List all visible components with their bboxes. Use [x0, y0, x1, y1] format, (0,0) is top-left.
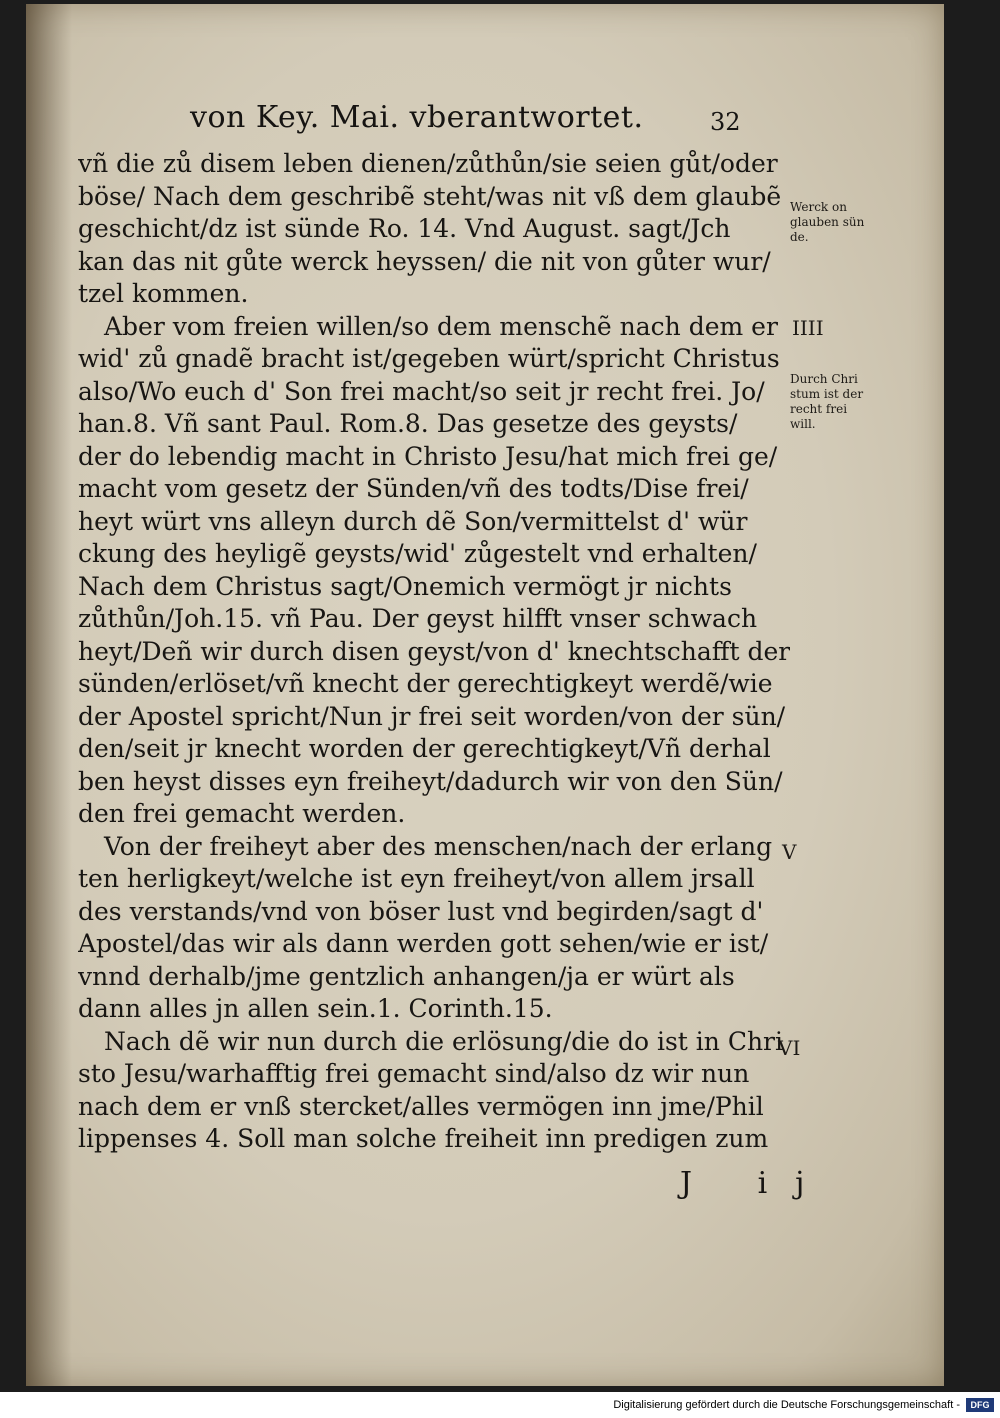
section-numeral-iiii: IIII	[792, 316, 824, 340]
footer-credit: Digitalisierung gefördert durch die Deutsche Forschungsgemeinschaft -	[613, 1399, 960, 1411]
digitization-footer	[0, 1395, 1000, 1418]
text-line: Apostel/das wir als dann werden gott sehen/wie er ist/	[78, 929, 769, 958]
text-line: Von der freiheyt aber des menschen/nach der erlang	[104, 831, 773, 861]
text-line: ckung des heyligẽ geysts/wid' zůgestelt vnd erhalten/	[78, 539, 757, 568]
text-line: heyt/Deñ wir durch disen geyst/von d' knechtschafft der	[78, 636, 790, 666]
margin-note-line: recht frei	[790, 402, 848, 416]
text-line: ben heyst disses eyn freiheyt/dadurch wir von den Sün/	[78, 766, 783, 796]
text-line: vnnd derhalb/jme gentzlich anhangen/ja er würt als	[78, 961, 735, 991]
text-line: Nach dem Christus sagt/Onemich vermögt jr nichts	[78, 571, 732, 601]
section-numeral-vi: VI	[778, 1036, 801, 1060]
margin-note-line: de.	[790, 230, 809, 244]
margin-note-line: Durch Chri	[790, 372, 858, 386]
margin-note-line: stum ist der	[790, 387, 864, 401]
text-line: lippenses 4. Soll man solche freiheit inn predigen zum	[78, 1124, 769, 1153]
text-line: nach dem er vnß stercket/alles vermögen inn jme/Phil	[78, 1091, 764, 1121]
margin-note-works-without-faith	[790, 200, 864, 245]
text-line: han.8. Vñ sant Paul. Rom.8. Das gesetze des geysts/	[78, 409, 738, 438]
text-line: des verstands/vnd von böser lust vnd begirden/sagt d'	[78, 896, 764, 926]
signature-mark: J ij	[680, 1166, 833, 1201]
text-line: Nach dẽ wir nun durch die erlösung/die do ist in Chri	[104, 1026, 783, 1056]
folio-number: 32	[710, 108, 741, 136]
section-numeral-v: V	[782, 840, 797, 864]
text-line: Aber vom freien willen/so dem menschẽ nach dem er	[104, 311, 778, 341]
text-line: heyt würt vns alleyn durch dẽ Son/vermittelst d' wür	[78, 506, 748, 536]
text-line: dann alles jn allen sein.1. Corinth.15.	[78, 994, 553, 1023]
text-line: vñ die zů disem leben dienen/zůthůn/sie seien gůt/oder	[78, 149, 778, 178]
text-line: macht vom gesetz der Sünden/vñ des todts/Dise frei/	[78, 474, 749, 503]
text-line: ten herligkeyt/welche ist eyn freiheyt/von allem jrsall	[78, 864, 755, 893]
dfg-logo: DFG	[966, 1398, 994, 1412]
text-block	[78, 148, 790, 1156]
text-line: zůthůn/Joh.15. vñ Pau. Der geyst hilfft vnser schwach	[78, 604, 758, 633]
text-line: kan das nit gůte werck heyssen/ die nit von gůter wur/	[78, 246, 771, 276]
text-line: wid' zů gnadẽ bracht ist/gegeben würt/spricht Christus	[78, 344, 780, 373]
margin-note-free-will	[790, 372, 863, 432]
text-line: der Apostel spricht/Nun jr frei seit worden/von der sün/	[78, 701, 786, 731]
text-line: tzel kommen.	[78, 279, 249, 308]
page-gutter	[26, 4, 72, 1386]
running-header: von Key. Mai. vberantwortet.	[190, 100, 644, 135]
text-line: sto Jesu/warhafftig frei gemacht sind/also dz wir nun	[78, 1059, 750, 1088]
text-line: den frei gemacht werden.	[78, 799, 406, 828]
text-line: den/seit jr knecht worden der gerechtigkeyt/Vñ derhal	[78, 734, 771, 763]
text-line: also/Wo euch d' Son frei macht/so seit jr recht frei. Jo/	[78, 376, 765, 406]
text-line: der do lebendig macht in Christo Jesu/hat mich frei ge/	[78, 441, 778, 471]
text-line: sünden/erlöset/vñ knecht der gerechtigkeyt werdẽ/wie	[78, 669, 773, 698]
text-line: geschicht/dz ist sünde Ro. 14. Vnd August. sagt/Jch	[78, 214, 731, 243]
margin-note-line: will.	[790, 417, 816, 431]
margin-note-line: Werck on	[790, 200, 847, 214]
margin-note-line: glauben sün	[790, 215, 865, 229]
text-line: böse/ Nach dem geschribẽ steht/was nit vß dem glaubẽ	[78, 181, 782, 211]
